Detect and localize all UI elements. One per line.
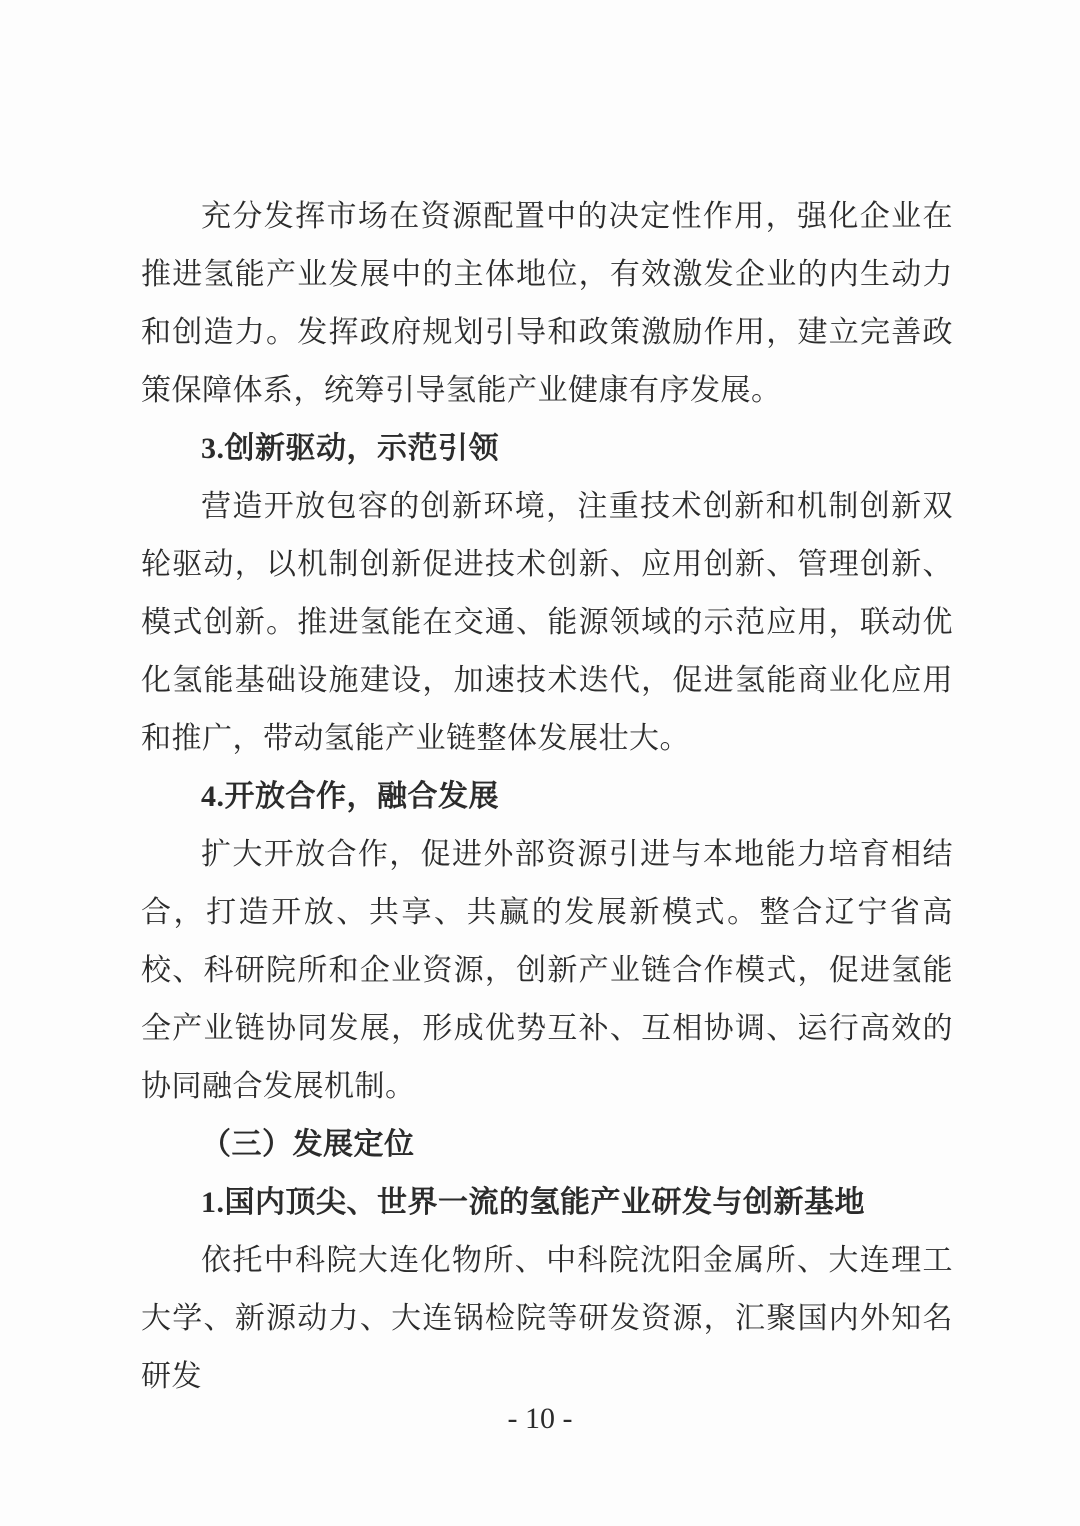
section-heading: 3.创新驱动，示范引领 bbox=[201, 432, 499, 465]
body-paragraph: 营造开放包容的创新环境，注重技术创新和机制创新双轮驱动，以机制创新促进技术创新、应用创新、管理创新、模式创新。推进氢能在交通、能源领域的示范应用，联动优化氢能基础设施建设，加速技术迭代，促进氢能商业化应用和推广，带动氢能产业链整体发展壮大。 bbox=[141, 490, 953, 755]
body-paragraph: 依托中科院大连化物所、中科院沈阳金属所、大连理工大学、新源动力、大连锅检院等研发资源，汇聚国内外知名研发 bbox=[141, 1244, 953, 1393]
body-paragraph: 扩大开放合作，促进外部资源引进与本地能力培育相结合，打造开放、共享、共赢的发展新模式。整合辽宁省高校、科研院所和企业资源，创新产业链合作模式，促进氢能全产业链协同发展，形成优势互补、互相协调、运行高效的协同融合发展机制。 bbox=[141, 838, 953, 1103]
section-heading: 1.国内顶尖、世界一流的氢能产业研发与创新基地 bbox=[201, 1186, 865, 1219]
document-body bbox=[141, 188, 953, 1406]
page-number: - 10 - bbox=[507, 1402, 573, 1435]
body-paragraph: 充分发挥市场在资源配置中的决定性作用，强化企业在推进氢能产业发展中的主体地位，有效激发企业的内生动力和创造力。发挥政府规划引导和政策激励作用，建立完善政策保障体系，统筹引导氢能产业健康有序发展。 bbox=[141, 200, 953, 407]
section-heading: 4.开放合作，融合发展 bbox=[201, 780, 499, 813]
section-heading: （三）发展定位 bbox=[201, 1128, 415, 1161]
